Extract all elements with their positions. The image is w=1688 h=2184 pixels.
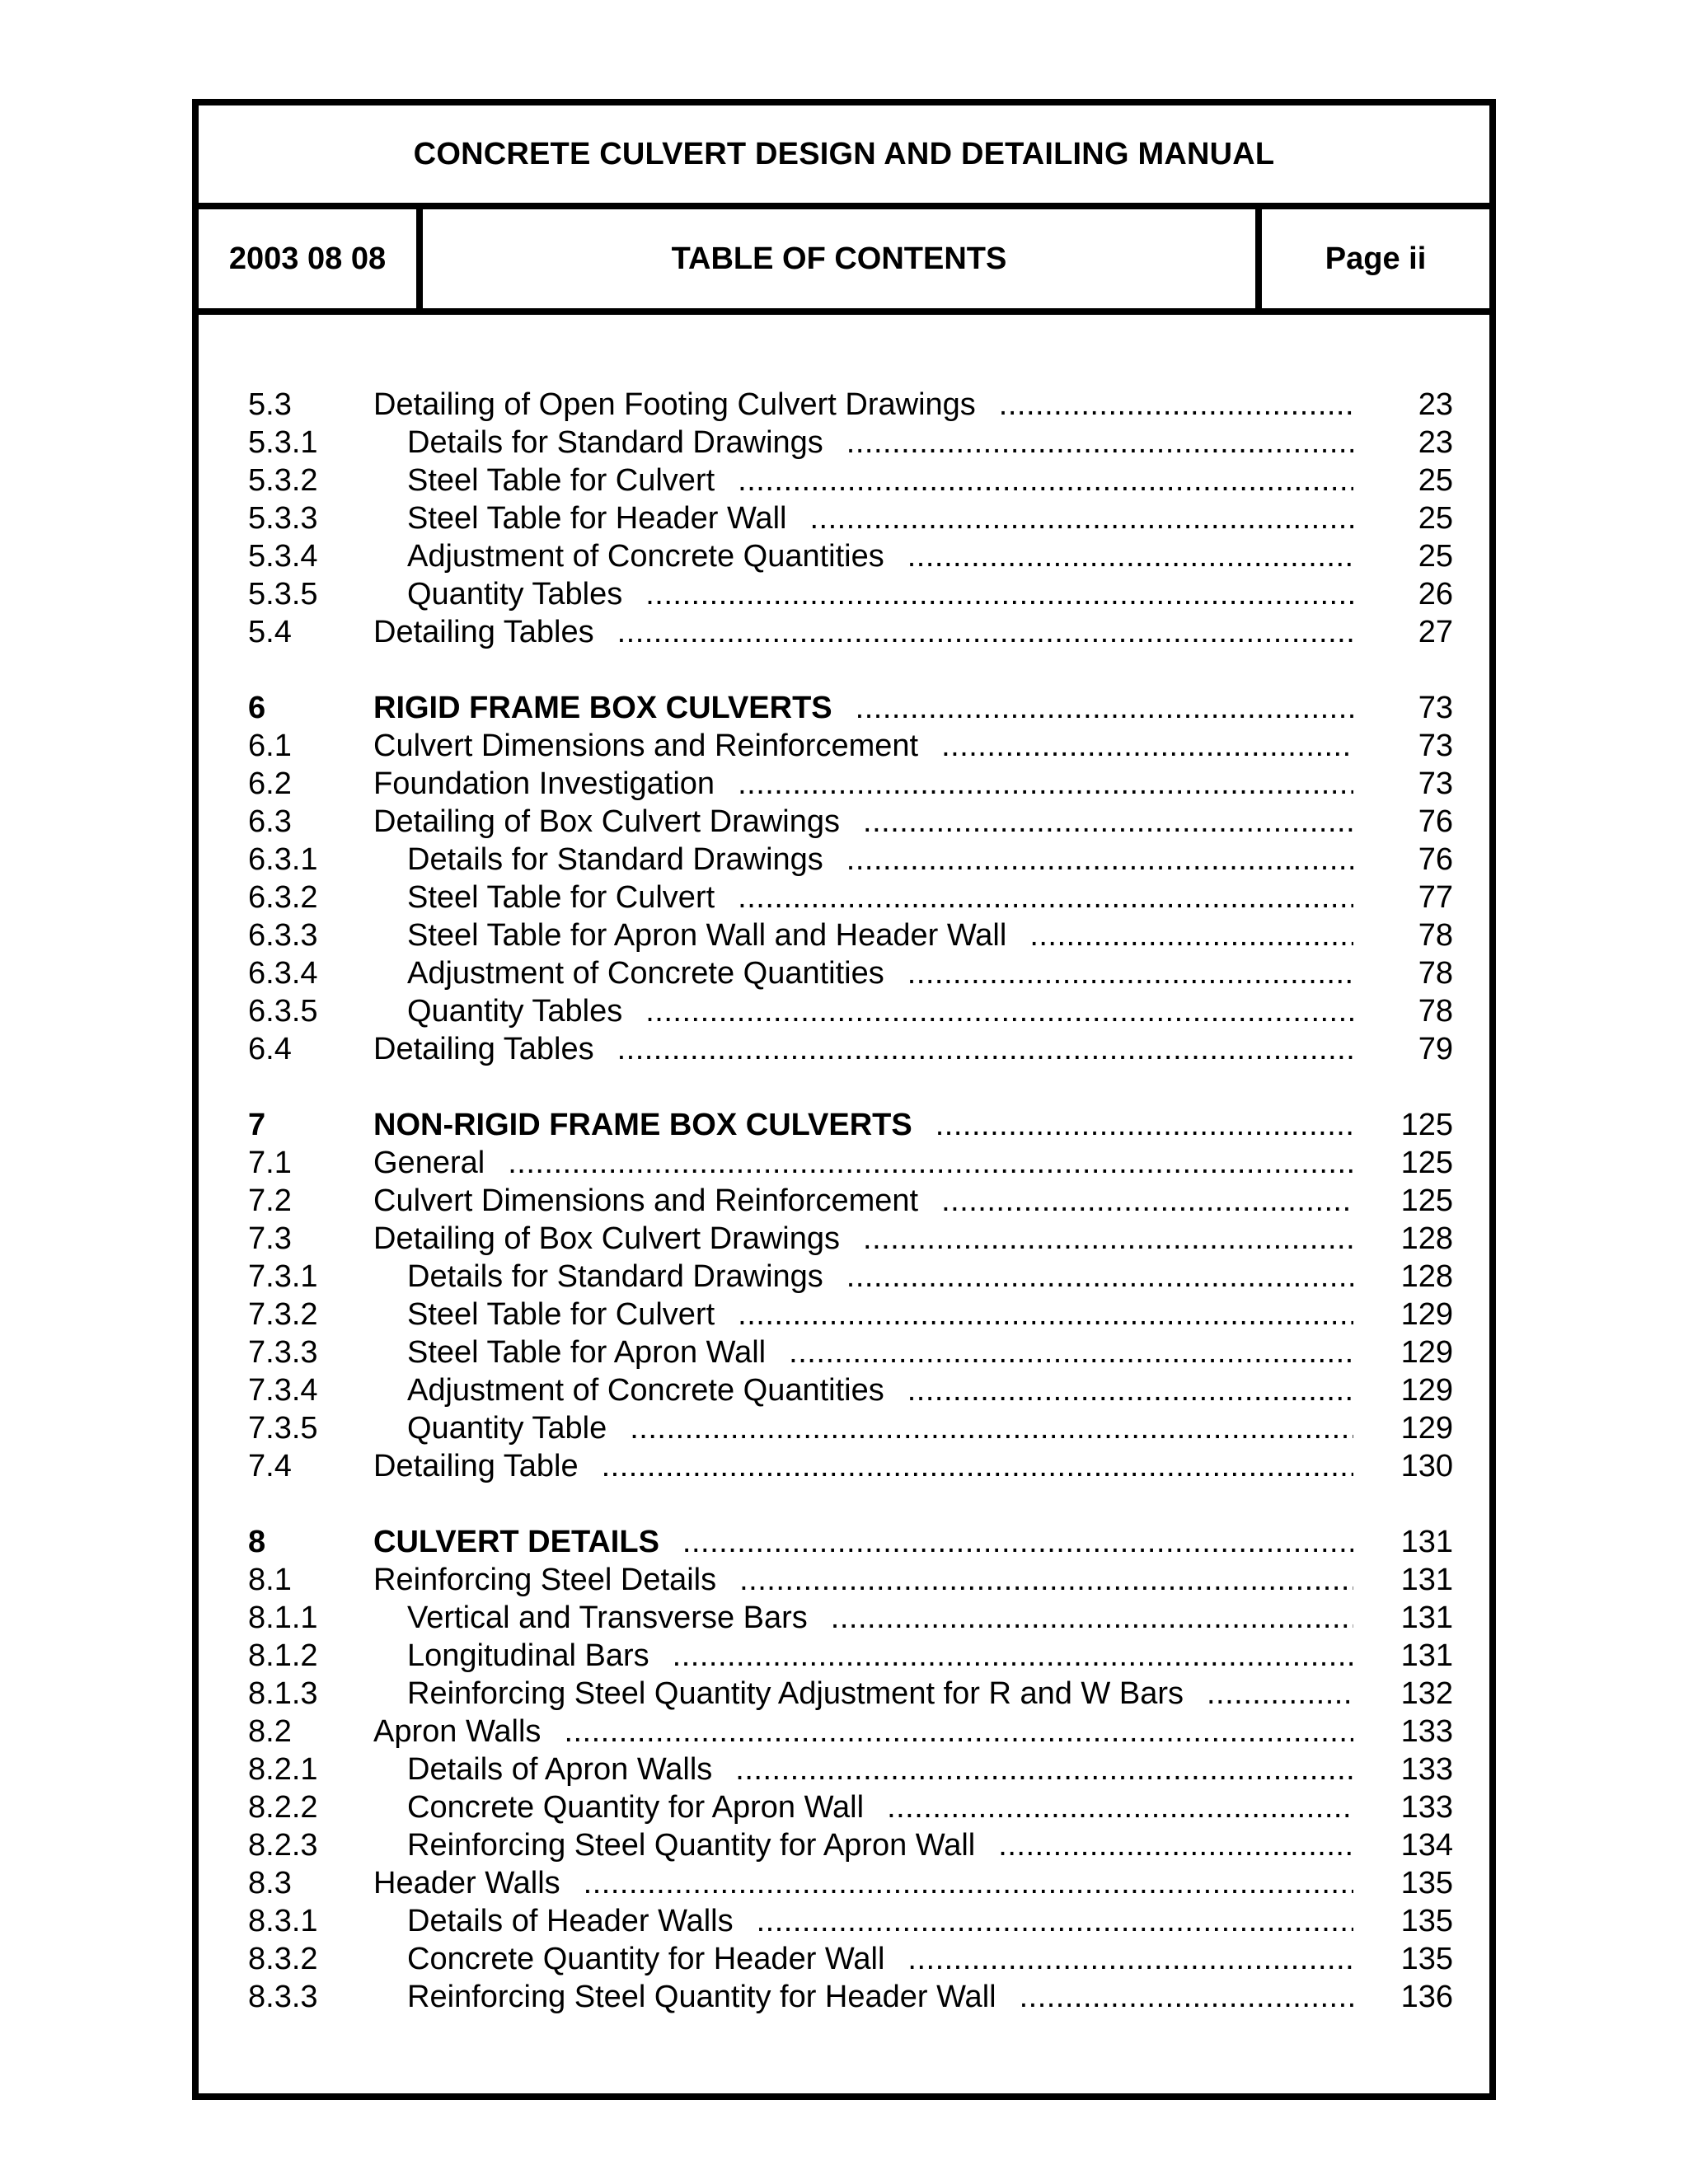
dot-leader xyxy=(846,424,1353,462)
dot-leader xyxy=(809,499,1353,537)
toc-entry-title: CULVERT DETAILS xyxy=(373,1525,659,1559)
toc-entry-number: 7.3.3 xyxy=(248,1335,318,1370)
toc-entry-number: 5.3.4 xyxy=(248,539,318,574)
toc-entry-page: 78 xyxy=(1418,994,1453,1029)
toc-entry-title: Vertical and Transverse Bars xyxy=(407,1601,808,1635)
toc-entry-line xyxy=(407,841,1353,879)
dot-leader xyxy=(935,1106,1353,1144)
toc-entry[interactable] xyxy=(199,1371,1489,1409)
toc-entry[interactable] xyxy=(199,1106,1489,1144)
toc-entry[interactable] xyxy=(199,765,1489,803)
toc-entry-page: 135 xyxy=(1400,1866,1453,1900)
toc-entry-line xyxy=(373,803,1353,841)
toc-entry-title: Steel Table for Culvert xyxy=(407,463,715,498)
toc-entry-title: Steel Table for Culvert xyxy=(407,1297,715,1332)
toc-entry[interactable] xyxy=(199,1826,1489,1864)
toc-entry[interactable] xyxy=(199,1675,1489,1713)
toc-entry-number: 6.3.4 xyxy=(248,956,318,991)
toc-entry-line xyxy=(373,1561,1353,1599)
toc-entry-page: 73 xyxy=(1418,691,1453,725)
toc-entry-page: 135 xyxy=(1400,1904,1453,1938)
toc-entry-line xyxy=(373,1106,1353,1144)
toc-entry-page: 78 xyxy=(1418,956,1453,991)
toc-entry-page: 133 xyxy=(1400,1752,1453,1787)
toc-entry[interactable] xyxy=(199,1144,1489,1182)
dot-leader xyxy=(617,613,1353,651)
toc-entry-page: 128 xyxy=(1400,1221,1453,1256)
dot-leader xyxy=(831,1599,1353,1637)
toc-entry-line xyxy=(373,1523,1353,1561)
toc-entry-number: 8.1 xyxy=(248,1563,292,1597)
toc-entry-page: 76 xyxy=(1418,804,1453,839)
toc-entry[interactable] xyxy=(199,1220,1489,1258)
toc-entry-line xyxy=(373,1030,1353,1068)
toc-entry-page: 131 xyxy=(1400,1638,1453,1673)
toc-entry-title: Adjustment of Concrete Quantities xyxy=(407,956,884,991)
toc-entry[interactable] xyxy=(199,613,1489,651)
toc-entry-page: 129 xyxy=(1400,1373,1453,1408)
toc-entry-number: 7.1 xyxy=(248,1146,292,1180)
toc-entry[interactable] xyxy=(199,954,1489,992)
toc-entry-page: 23 xyxy=(1418,425,1453,460)
toc-entry-title: NON-RIGID FRAME BOX CULVERTS xyxy=(373,1108,912,1142)
toc-entry-title: Detailing of Box Culvert Drawings xyxy=(373,1221,841,1256)
toc-entry-number: 8.1.1 xyxy=(248,1601,318,1635)
toc-group xyxy=(199,1523,1489,2016)
toc-entry[interactable] xyxy=(199,1713,1489,1750)
toc-entry-line xyxy=(373,1220,1353,1258)
toc-entry-title: Quantity Tables xyxy=(407,577,623,612)
table-of-contents xyxy=(199,386,1489,2054)
toc-entry-title: Culvert Dimensions and Reinforcement xyxy=(373,729,919,763)
toc-entry-line xyxy=(407,1296,1353,1333)
toc-entry-number: 6.3.1 xyxy=(248,842,318,877)
toc-entry-line xyxy=(407,1409,1353,1447)
toc-entry-line xyxy=(407,424,1353,462)
toc-entry-line xyxy=(407,1940,1353,1978)
dot-leader xyxy=(739,1561,1353,1599)
toc-entry-page: 128 xyxy=(1400,1259,1453,1294)
toc-entry-number: 7.4 xyxy=(248,1449,292,1483)
toc-entry-page: 130 xyxy=(1400,1449,1453,1483)
toc-entry-page: 131 xyxy=(1400,1601,1453,1635)
toc-entry-line xyxy=(373,1864,1353,1902)
toc-entry-page: 129 xyxy=(1400,1297,1453,1332)
toc-entry-page: 129 xyxy=(1400,1411,1453,1446)
toc-entry-title: Detailing Tables xyxy=(373,1032,594,1066)
toc-entry-title: Reinforcing Steel Quantity for Header Wall xyxy=(407,1980,996,2014)
toc-entry-line xyxy=(407,1637,1353,1675)
document-title: CONCRETE CULVERT DESIGN AND DETAILING MANUAL xyxy=(413,136,1275,171)
toc-entry-page: 76 xyxy=(1418,842,1453,877)
header-row xyxy=(199,209,1489,315)
toc-entry[interactable] xyxy=(199,992,1489,1030)
toc-entry-line xyxy=(373,613,1353,651)
toc-entry-number: 8.1.3 xyxy=(248,1676,318,1711)
dot-leader xyxy=(863,803,1353,841)
toc-entry-page: 129 xyxy=(1400,1335,1453,1370)
dot-leader xyxy=(941,1182,1353,1220)
toc-entry[interactable] xyxy=(199,1637,1489,1675)
toc-entry-title: Steel Table for Header Wall xyxy=(407,501,787,536)
toc-entry-number: 8.3 xyxy=(248,1866,292,1900)
toc-entry-title: Details for Standard Drawings xyxy=(407,425,823,460)
toc-entry-page: 136 xyxy=(1400,1980,1453,2014)
toc-entry-page: 73 xyxy=(1418,766,1453,801)
toc-entry-line xyxy=(407,575,1353,613)
dot-leader xyxy=(846,841,1353,879)
toc-entry-title: Longitudinal Bars xyxy=(407,1638,649,1673)
toc-entry-title: Steel Table for Apron Wall xyxy=(407,1335,767,1370)
title-row xyxy=(199,105,1489,209)
toc-entry-number: 6.3.5 xyxy=(248,994,318,1029)
toc-entry-number: 7 xyxy=(248,1108,266,1142)
toc-entry-line xyxy=(373,1144,1353,1182)
toc-entry-page: 77 xyxy=(1418,880,1453,915)
toc-entry-number: 6.3.3 xyxy=(248,918,318,953)
toc-entry-number: 6.1 xyxy=(248,729,292,763)
toc-entry[interactable] xyxy=(199,1333,1489,1371)
toc-entry-page: 131 xyxy=(1400,1563,1453,1597)
dot-leader xyxy=(738,462,1353,499)
toc-entry-title: Quantity Tables xyxy=(407,994,623,1029)
toc-entry[interactable] xyxy=(199,1940,1489,1978)
toc-entry-page: 125 xyxy=(1400,1108,1453,1142)
toc-entry[interactable] xyxy=(199,386,1489,424)
toc-entry-title: Reinforcing Steel Quantity for Apron Wall xyxy=(407,1828,976,1863)
toc-entry-line xyxy=(407,1788,1353,1826)
toc-entry-title: Concrete Quantity for Header Wall xyxy=(407,1942,885,1976)
toc-entry[interactable] xyxy=(199,1447,1489,1485)
toc-entry[interactable] xyxy=(199,1296,1489,1333)
toc-entry-line xyxy=(407,916,1353,954)
toc-entry-number: 7.3.5 xyxy=(248,1411,318,1446)
dot-leader xyxy=(584,1864,1353,1902)
toc-entry-title: Reinforcing Steel Quantity Adjustment for R and W Bars xyxy=(407,1676,1184,1711)
toc-entry[interactable] xyxy=(199,803,1489,841)
toc-entry[interactable] xyxy=(199,841,1489,879)
toc-entry-title: Header Walls xyxy=(373,1866,560,1900)
toc-entry-number: 8.3.2 xyxy=(248,1942,318,1976)
toc-entry-title: Concrete Quantity for Apron Wall xyxy=(407,1790,865,1825)
toc-entry-line xyxy=(373,727,1353,765)
toc-entry-line xyxy=(407,954,1353,992)
toc-entry-title: RIGID FRAME BOX CULVERTS xyxy=(373,691,832,725)
toc-entry-number: 7.3.2 xyxy=(248,1297,318,1332)
dot-leader xyxy=(1020,1978,1353,2016)
toc-entry-page: 132 xyxy=(1400,1676,1453,1711)
toc-entry-line xyxy=(407,1826,1353,1864)
toc-entry-title: Details of Header Walls xyxy=(407,1904,734,1938)
toc-entry-line xyxy=(407,1333,1353,1371)
toc-entry-page: 131 xyxy=(1400,1525,1453,1559)
toc-entry-line xyxy=(407,1978,1353,2016)
toc-entry-number: 5.3.1 xyxy=(248,425,318,460)
toc-entry-page: 23 xyxy=(1418,387,1453,422)
toc-entry-title: Reinforcing Steel Details xyxy=(373,1563,717,1597)
section-title: TABLE OF CONTENTS xyxy=(423,209,1262,308)
toc-entry-page: 27 xyxy=(1418,615,1453,649)
toc-entry-number: 8.3.1 xyxy=(248,1904,318,1938)
dot-leader xyxy=(508,1144,1353,1182)
toc-entry-line xyxy=(407,992,1353,1030)
dot-leader xyxy=(738,1296,1353,1333)
toc-entry-title: General xyxy=(373,1146,485,1180)
toc-entry[interactable] xyxy=(199,879,1489,916)
toc-entry-title: Foundation Investigation xyxy=(373,766,715,801)
toc-entry-line xyxy=(373,1713,1353,1750)
document-date: 2003 08 08 xyxy=(199,209,423,308)
dot-leader xyxy=(941,727,1353,765)
toc-entry-number: 5.3.3 xyxy=(248,501,318,536)
dot-leader xyxy=(998,1826,1353,1864)
dot-leader xyxy=(682,1523,1353,1561)
toc-entry-number: 8.3.3 xyxy=(248,1980,318,2014)
toc-entry-title: Adjustment of Concrete Quantities xyxy=(407,1373,884,1408)
toc-entry[interactable] xyxy=(199,916,1489,954)
toc-entry[interactable] xyxy=(199,1182,1489,1220)
toc-entry-number: 5.4 xyxy=(248,615,292,649)
dot-leader xyxy=(863,1220,1353,1258)
toc-entry-number: 5.3 xyxy=(248,387,292,422)
page-frame xyxy=(192,99,1496,2100)
toc-entry-page: 125 xyxy=(1400,1146,1453,1180)
toc-entry-title: Culvert Dimensions and Reinforcement xyxy=(373,1183,919,1218)
toc-entry-page: 78 xyxy=(1418,918,1453,953)
toc-group xyxy=(199,689,1489,1068)
toc-entry-title: Details for Standard Drawings xyxy=(407,842,823,877)
toc-entry-number: 8.2 xyxy=(248,1714,292,1749)
toc-entry-title: Detailing of Open Footing Culvert Drawings xyxy=(373,387,976,422)
toc-entry-page: 133 xyxy=(1400,1714,1453,1749)
dot-leader xyxy=(907,537,1353,575)
toc-entry-page: 26 xyxy=(1418,577,1453,612)
toc-entry-title: Details for Standard Drawings xyxy=(407,1259,823,1294)
toc-entry-line xyxy=(407,499,1353,537)
toc-entry[interactable] xyxy=(199,1788,1489,1826)
toc-entry-line xyxy=(407,879,1353,916)
dot-leader xyxy=(738,765,1353,803)
toc-entry[interactable] xyxy=(199,537,1489,575)
toc-entry-title: Quantity Table xyxy=(407,1411,607,1446)
toc-entry-title: Details of Apron Walls xyxy=(407,1752,713,1787)
dot-leader xyxy=(1207,1675,1353,1713)
toc-entry-number: 8.2.3 xyxy=(248,1828,318,1863)
toc-entry-page: 25 xyxy=(1418,501,1453,536)
dot-leader xyxy=(757,1902,1353,1940)
toc-entry[interactable] xyxy=(199,462,1489,499)
toc-entry-number: 8.2.1 xyxy=(248,1752,318,1787)
toc-entry-line xyxy=(373,689,1353,727)
toc-entry-number: 6 xyxy=(248,691,266,725)
toc-entry-title: Adjustment of Concrete Quantities xyxy=(407,539,884,574)
toc-entry-line xyxy=(373,1447,1353,1485)
toc-entry-line xyxy=(373,386,1353,424)
toc-entry[interactable] xyxy=(199,689,1489,727)
dot-leader xyxy=(856,689,1353,727)
toc-entry-number: 7.3.4 xyxy=(248,1373,318,1408)
toc-entry-number: 8 xyxy=(248,1525,266,1559)
dot-leader xyxy=(645,992,1353,1030)
toc-entry-line xyxy=(373,1182,1353,1220)
dot-leader xyxy=(846,1258,1353,1296)
toc-entry[interactable] xyxy=(199,499,1489,537)
toc-entry-title: Detailing of Box Culvert Drawings xyxy=(373,804,841,839)
dot-leader xyxy=(673,1637,1353,1675)
toc-entry-page: 134 xyxy=(1400,1828,1453,1863)
dot-leader xyxy=(887,1788,1353,1826)
toc-entry-line xyxy=(407,1902,1353,1940)
toc-entry-number: 8.2.2 xyxy=(248,1790,318,1825)
dot-leader xyxy=(907,1371,1353,1409)
toc-entry-line xyxy=(407,1599,1353,1637)
toc-entry-number: 7.3.1 xyxy=(248,1259,318,1294)
toc-entry-line xyxy=(407,537,1353,575)
dot-leader xyxy=(602,1447,1353,1485)
toc-entry[interactable] xyxy=(199,1864,1489,1902)
dot-leader xyxy=(564,1713,1353,1750)
dot-leader xyxy=(1029,916,1353,954)
dot-leader xyxy=(907,954,1353,992)
toc-entry-line xyxy=(407,1750,1353,1788)
dot-leader xyxy=(645,575,1353,613)
toc-entry-line xyxy=(407,1258,1353,1296)
toc-entry[interactable] xyxy=(199,1258,1489,1296)
toc-entry-number: 6.3 xyxy=(248,804,292,839)
toc-entry[interactable] xyxy=(199,424,1489,462)
toc-entry-title: Steel Table for Culvert xyxy=(407,880,715,915)
toc-entry-number: 7.3 xyxy=(248,1221,292,1256)
toc-entry-number: 5.3.2 xyxy=(248,463,318,498)
toc-entry-page: 25 xyxy=(1418,539,1453,574)
toc-entry-number: 6.3.2 xyxy=(248,880,318,915)
toc-entry-page: 25 xyxy=(1418,463,1453,498)
dot-leader xyxy=(735,1750,1353,1788)
toc-entry-line xyxy=(373,765,1353,803)
toc-entry-line xyxy=(407,1675,1353,1713)
toc-entry-page: 125 xyxy=(1400,1183,1453,1218)
toc-entry[interactable] xyxy=(199,1978,1489,2016)
toc-entry[interactable] xyxy=(199,1523,1489,1561)
toc-group xyxy=(199,1106,1489,1485)
toc-entry-title: Apron Walls xyxy=(373,1714,542,1749)
toc-entry-title: Detailing Tables xyxy=(373,615,594,649)
dot-leader xyxy=(907,1940,1353,1978)
toc-entry[interactable] xyxy=(199,727,1489,765)
toc-entry-page: 133 xyxy=(1400,1790,1453,1825)
toc-entry-number: 6.4 xyxy=(248,1032,292,1066)
toc-entry-number: 8.1.2 xyxy=(248,1638,318,1673)
toc-entry-number: 7.2 xyxy=(248,1183,292,1218)
toc-entry[interactable] xyxy=(199,1750,1489,1788)
dot-leader xyxy=(999,386,1353,424)
toc-entry[interactable] xyxy=(199,1030,1489,1068)
toc-entry-number: 6.2 xyxy=(248,766,292,801)
page-number: Page ii xyxy=(1325,241,1427,276)
toc-entry-page: 79 xyxy=(1418,1032,1453,1066)
toc-entry[interactable] xyxy=(199,1902,1489,1940)
dot-leader xyxy=(617,1030,1353,1068)
dot-leader xyxy=(630,1409,1353,1447)
toc-entry-title: Detailing Table xyxy=(373,1449,579,1483)
toc-entry-title: Steel Table for Apron Wall and Header Wall xyxy=(407,918,1007,953)
toc-group xyxy=(199,386,1489,651)
toc-entry[interactable] xyxy=(199,1561,1489,1599)
toc-entry[interactable] xyxy=(199,1599,1489,1637)
toc-entry-page: 135 xyxy=(1400,1942,1453,1976)
dot-leader xyxy=(738,879,1353,916)
toc-entry-line xyxy=(407,462,1353,499)
toc-entry-number: 5.3.5 xyxy=(248,577,318,612)
toc-entry[interactable] xyxy=(199,1409,1489,1447)
toc-entry[interactable] xyxy=(199,575,1489,613)
dot-leader xyxy=(789,1333,1353,1371)
toc-entry-line xyxy=(407,1371,1353,1409)
toc-entry-page: 73 xyxy=(1418,729,1453,763)
